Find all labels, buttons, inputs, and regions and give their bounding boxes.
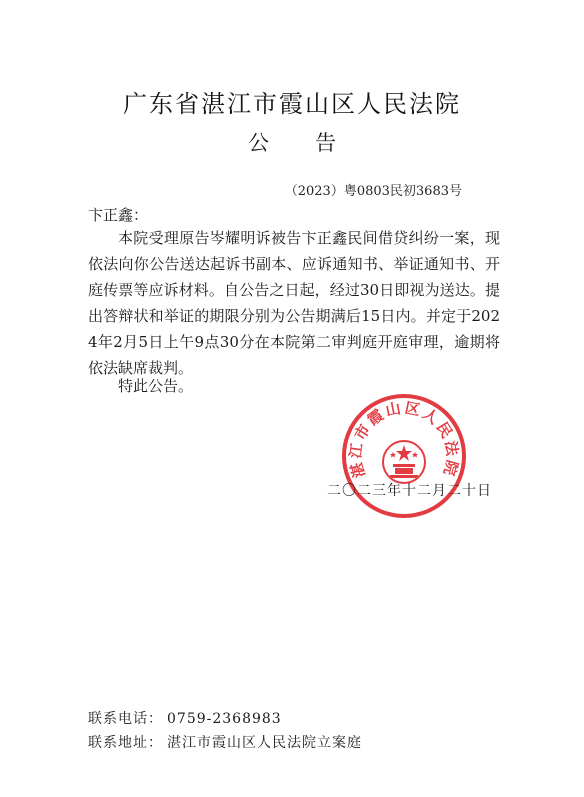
national-emblem-icon xyxy=(383,441,425,483)
contact-phone-label: 联系电话： xyxy=(88,711,163,727)
case-number: （2023）粤0803民初3683号 xyxy=(284,184,462,199)
court-name-title: 广东省湛江市霞山区人民法院 xyxy=(123,90,461,118)
contact-address xyxy=(88,732,362,752)
addressee: 卞正鑫： xyxy=(88,206,149,224)
notice-date: 二〇二三年十二月二十日 xyxy=(327,483,492,499)
closing-phrase: 特此公告。 xyxy=(118,377,194,395)
court-seal-icon xyxy=(340,392,468,520)
contact-phone-value: 0759-2368983 xyxy=(167,711,282,727)
contact-phone xyxy=(88,708,282,728)
contact-address-label: 联系地址： xyxy=(88,735,163,751)
notice-body: 本院受理原告岑耀明诉被告卞正鑫民间借贷纠纷一案，现依法向你公告送达起诉书副本、应诉通知书、举证通知书、开庭传票等应诉材料。自公告之日起，经过30日即视为送达。提出答辩状和举证的期限分别为公告期满后15日内。并定于2024年2月5日上午9点30分在本院第二审判庭开庭审理，逾期将依法缺席裁判。 xyxy=(88,229,500,377)
contact-address-value: 湛江市霞山区人民法院立案庭 xyxy=(167,735,362,751)
seal-text: 湛江市霞山区人民法院 xyxy=(346,398,462,480)
document-type-heading: 公告 xyxy=(248,131,382,155)
